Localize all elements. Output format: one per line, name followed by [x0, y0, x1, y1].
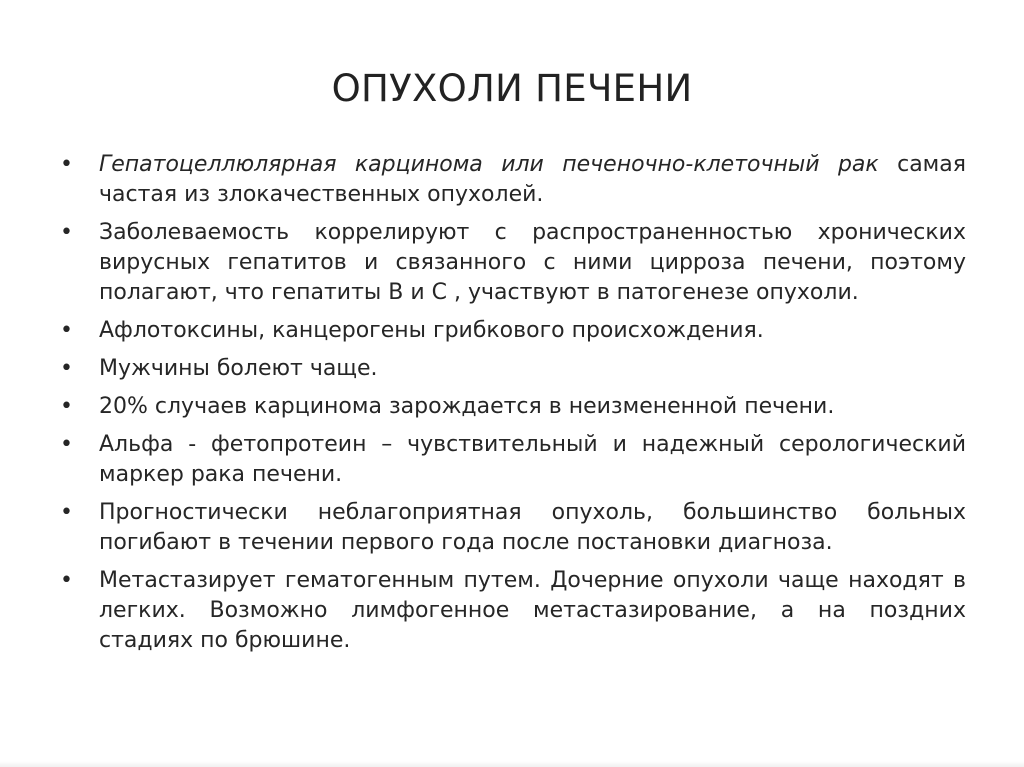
bullet-icon: • — [60, 356, 73, 381]
bullet-item — [58, 430, 966, 490]
bullet-list — [58, 150, 966, 664]
bullet-item — [58, 498, 966, 558]
bullet-item — [58, 150, 966, 210]
bullet-icon: • — [60, 500, 73, 525]
bullet-item — [58, 354, 966, 384]
bullet-icon: • — [60, 394, 73, 419]
bullet-text: самая частая из злокачественных опухолей. — [99, 152, 966, 207]
bullet-item — [58, 566, 966, 656]
bullet-text: Заболеваемость коррелируют с распространенностью хронических вирусных гепатитов и связанного с ними цирроза печени, поэтому полагают, что гепатиты В и С , участвуют в патогенезе опухоли. — [99, 220, 966, 305]
bullet-text: Мужчины болеют чаще. — [99, 356, 378, 381]
bullet-item — [58, 392, 966, 422]
bullet-lead-italic: Гепатоцеллюлярная карцинома или печеночно-клеточный рак — [99, 152, 879, 177]
bullet-text: 20% случаев карцинома зарождается в неизмененной печени. — [99, 394, 835, 419]
bullet-text: Афлотоксины, канцерогены грибкового происхождения. — [99, 318, 764, 343]
bullet-item — [58, 218, 966, 308]
bullet-icon: • — [60, 568, 73, 593]
bullet-text: Прогностически неблагоприятная опухоль, большинство больных погибают в течении первого года после постановки диагноза. — [99, 500, 966, 555]
bullet-icon: • — [60, 152, 73, 177]
bullet-text: Метастазирует гематогенным путем. Дочерние опухоли чаще находят в легких. Возможно лимфогенное метастазирование, а на поздних стадиях по брюшине. — [99, 568, 966, 653]
bullet-icon: • — [60, 318, 73, 343]
bullet-icon: • — [60, 432, 73, 457]
bullet-item — [58, 316, 966, 346]
bullet-icon: • — [60, 220, 73, 245]
bullet-text: Альфа - фетопротеин – чувствительный и надежный серологический маркер рака печени. — [99, 432, 966, 487]
slide-title: ОПУХОЛИ ПЕЧЕНИ — [331, 67, 693, 110]
